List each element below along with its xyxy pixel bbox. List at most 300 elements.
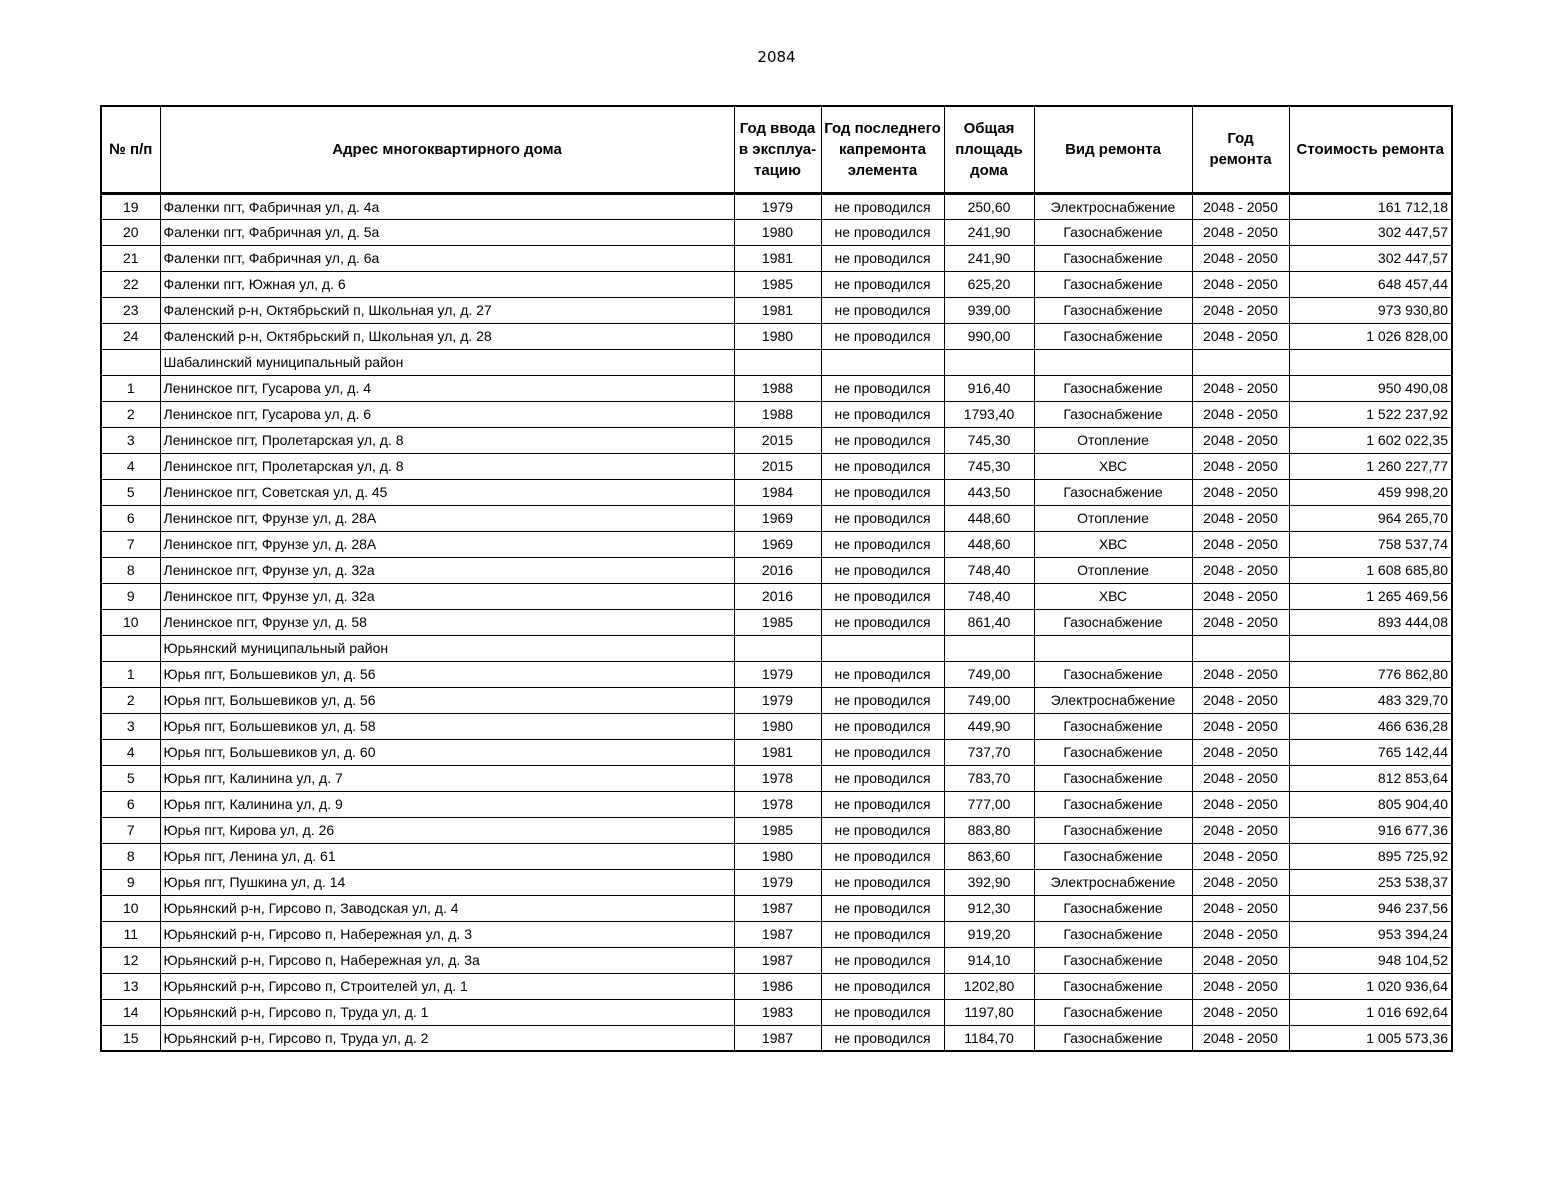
cell-repair-type: Газоснабжение (1034, 1025, 1192, 1051)
cell-year-built: 1987 (734, 947, 821, 973)
cell-area: 241,90 (944, 245, 1034, 271)
cell-num: 9 (101, 869, 160, 895)
cell-year-built: 1980 (734, 219, 821, 245)
cell-last-repair: не проводился (821, 921, 944, 947)
cell-area: 749,00 (944, 687, 1034, 713)
cell-repair-years: 2048 - 2050 (1192, 661, 1289, 687)
cell-num: 7 (101, 531, 160, 557)
cell-num: 15 (101, 1025, 160, 1051)
cell-cost: 916 677,36 (1289, 817, 1452, 843)
cell-last-repair: не проводился (821, 531, 944, 557)
cell-repair-years: 2048 - 2050 (1192, 583, 1289, 609)
cell-cost: 776 862,80 (1289, 661, 1452, 687)
cell-area: 1202,80 (944, 973, 1034, 999)
cell-last-repair: не проводился (821, 739, 944, 765)
cell-repair-years: 2048 - 2050 (1192, 921, 1289, 947)
empty-cell (944, 635, 1034, 661)
cell-address: Ленинское пгт, Фрунзе ул, д. 58 (160, 609, 734, 635)
table-row (101, 271, 1452, 297)
cell-num: 9 (101, 583, 160, 609)
cell-year-built: 1969 (734, 531, 821, 557)
cell-area: 912,30 (944, 895, 1034, 921)
cell-year-built: 1979 (734, 661, 821, 687)
repair-schedule-table (100, 105, 1453, 1052)
page-number: 2084 (757, 48, 796, 66)
cell-repair-type: Газоснабжение (1034, 713, 1192, 739)
cell-address: Ленинское пгт, Фрунзе ул, д. 28А (160, 531, 734, 557)
cell-num: 22 (101, 271, 160, 297)
cell-address: Юрьянский р-н, Гирсово п, Заводская ул, д. 4 (160, 895, 734, 921)
cell-last-repair: не проводился (821, 375, 944, 401)
cell-num: 4 (101, 739, 160, 765)
cell-address: Юрья пгт, Кирова ул, д. 26 (160, 817, 734, 843)
table-row (101, 245, 1452, 271)
cell-repair-years: 2048 - 2050 (1192, 375, 1289, 401)
cell-address: Юрья пгт, Пушкина ул, д. 14 (160, 869, 734, 895)
cell-address: Юрья пгт, Большевиков ул, д. 56 (160, 661, 734, 687)
cell-num: 11 (101, 921, 160, 947)
cell-last-repair: не проводился (821, 245, 944, 271)
cell-repair-type: Электроснабжение (1034, 869, 1192, 895)
cell-cost: 1 026 828,00 (1289, 323, 1452, 349)
table-row (101, 765, 1452, 791)
cell-repair-years: 2048 - 2050 (1192, 687, 1289, 713)
empty-cell (1192, 349, 1289, 375)
table-row (101, 999, 1452, 1025)
empty-cell (821, 635, 944, 661)
cell-repair-type: ХВС (1034, 583, 1192, 609)
cell-num: 5 (101, 765, 160, 791)
cell-repair-years: 2048 - 2050 (1192, 1025, 1289, 1051)
region-title: Юрьянский муниципальный район (160, 635, 734, 661)
cell-repair-type: Газоснабжение (1034, 609, 1192, 635)
cell-cost: 758 537,74 (1289, 531, 1452, 557)
header-cost: Стоимость ремонта (1289, 106, 1452, 193)
cell-repair-type: Газоснабжение (1034, 947, 1192, 973)
table-body (101, 193, 1452, 1051)
table-row (101, 583, 1452, 609)
cell-address: Ленинское пгт, Пролетарская ул, д. 8 (160, 427, 734, 453)
header-num: № п/п (101, 106, 160, 193)
empty-cell (734, 349, 821, 375)
cell-last-repair: не проводился (821, 557, 944, 583)
cell-area: 241,90 (944, 219, 1034, 245)
cell-address: Юрья пгт, Большевиков ул, д. 56 (160, 687, 734, 713)
cell-address: Юрья пгт, Большевиков ул, д. 58 (160, 713, 734, 739)
cell-cost: 1 522 237,92 (1289, 401, 1452, 427)
table-row (101, 869, 1452, 895)
cell-repair-type: Газоснабжение (1034, 791, 1192, 817)
cell-repair-type: Отопление (1034, 505, 1192, 531)
cell-area: 1184,70 (944, 1025, 1034, 1051)
cell-year-built: 1978 (734, 791, 821, 817)
table-row (101, 505, 1452, 531)
header-repair-years: Год ремонта (1192, 106, 1289, 193)
cell-address: Фаленский р-н, Октябрьский п, Школьная ул, д. 27 (160, 297, 734, 323)
cell-year-built: 1978 (734, 765, 821, 791)
cell-cost: 161 712,18 (1289, 193, 1452, 219)
cell-address: Фаленки пгт, Южная ул, д. 6 (160, 271, 734, 297)
cell-area: 443,50 (944, 479, 1034, 505)
header-row (101, 106, 1452, 193)
cell-area: 861,40 (944, 609, 1034, 635)
cell-year-built: 1985 (734, 271, 821, 297)
cell-year-built: 1981 (734, 739, 821, 765)
table-row (101, 973, 1452, 999)
cell-area: 939,00 (944, 297, 1034, 323)
cell-num: 3 (101, 713, 160, 739)
cell-area: 783,70 (944, 765, 1034, 791)
cell-repair-years: 2048 - 2050 (1192, 739, 1289, 765)
cell-repair-type: Электроснабжение (1034, 687, 1192, 713)
cell-cost: 253 538,37 (1289, 869, 1452, 895)
cell-cost: 964 265,70 (1289, 505, 1452, 531)
cell-area: 749,00 (944, 661, 1034, 687)
cell-cost: 805 904,40 (1289, 791, 1452, 817)
cell-repair-type: Газоснабжение (1034, 297, 1192, 323)
table-row (101, 843, 1452, 869)
cell-cost: 946 237,56 (1289, 895, 1452, 921)
empty-cell (1289, 635, 1452, 661)
table-row (101, 687, 1452, 713)
cell-last-repair: не проводился (821, 791, 944, 817)
table-row (101, 921, 1452, 947)
cell-cost: 812 853,64 (1289, 765, 1452, 791)
cell-repair-years: 2048 - 2050 (1192, 765, 1289, 791)
table-row (101, 895, 1452, 921)
cell-cost: 648 457,44 (1289, 271, 1452, 297)
cell-repair-years: 2048 - 2050 (1192, 947, 1289, 973)
cell-repair-type: Газоснабжение (1034, 973, 1192, 999)
cell-repair-type: Газоснабжение (1034, 817, 1192, 843)
cell-repair-type: Газоснабжение (1034, 661, 1192, 687)
cell-repair-type: ХВС (1034, 453, 1192, 479)
cell-last-repair: не проводился (821, 401, 944, 427)
cell-num: 24 (101, 323, 160, 349)
cell-address: Юрьянский р-н, Гирсово п, Труда ул, д. 1 (160, 999, 734, 1025)
table-row (101, 323, 1452, 349)
cell-area: 449,90 (944, 713, 1034, 739)
empty-cell (944, 349, 1034, 375)
cell-repair-type: Газоснабжение (1034, 843, 1192, 869)
cell-num (101, 349, 160, 375)
cell-area: 250,60 (944, 193, 1034, 219)
table-row (101, 297, 1452, 323)
cell-repair-years: 2048 - 2050 (1192, 245, 1289, 271)
cell-last-repair: не проводился (821, 843, 944, 869)
table-row (101, 817, 1452, 843)
cell-repair-type: Газоснабжение (1034, 921, 1192, 947)
empty-cell (821, 349, 944, 375)
cell-cost: 893 444,08 (1289, 609, 1452, 635)
table-row (101, 479, 1452, 505)
cell-year-built: 1980 (734, 323, 821, 349)
cell-repair-years: 2048 - 2050 (1192, 843, 1289, 869)
cell-num: 12 (101, 947, 160, 973)
cell-cost: 1 608 685,80 (1289, 557, 1452, 583)
table-row (101, 661, 1452, 687)
cell-cost: 953 394,24 (1289, 921, 1452, 947)
empty-cell (1034, 349, 1192, 375)
cell-area: 737,70 (944, 739, 1034, 765)
header-area: Общая площадь дома (944, 106, 1034, 193)
cell-last-repair: не проводился (821, 609, 944, 635)
cell-num: 7 (101, 817, 160, 843)
table-row (101, 427, 1452, 453)
cell-repair-type: Газоснабжение (1034, 739, 1192, 765)
table-row (101, 739, 1452, 765)
cell-repair-years: 2048 - 2050 (1192, 453, 1289, 479)
region-header-row (101, 635, 1452, 661)
cell-year-built: 2016 (734, 557, 821, 583)
cell-repair-type: Электроснабжение (1034, 193, 1192, 219)
cell-last-repair: не проводился (821, 661, 944, 687)
cell-repair-type: Газоснабжение (1034, 375, 1192, 401)
cell-year-built: 2015 (734, 453, 821, 479)
cell-repair-type: Газоснабжение (1034, 479, 1192, 505)
table-row (101, 713, 1452, 739)
cell-last-repair: не проводился (821, 1025, 944, 1051)
cell-num: 2 (101, 401, 160, 427)
cell-area: 863,60 (944, 843, 1034, 869)
header-repair-type: Вид ремонта (1034, 106, 1192, 193)
cell-area: 919,20 (944, 921, 1034, 947)
cell-last-repair: не проводился (821, 219, 944, 245)
cell-year-built: 1985 (734, 817, 821, 843)
cell-num: 2 (101, 687, 160, 713)
cell-repair-years: 2048 - 2050 (1192, 479, 1289, 505)
cell-year-built: 1979 (734, 193, 821, 219)
cell-cost: 895 725,92 (1289, 843, 1452, 869)
cell-last-repair: не проводился (821, 765, 944, 791)
cell-repair-years: 2048 - 2050 (1192, 791, 1289, 817)
cell-area: 914,10 (944, 947, 1034, 973)
empty-cell (1192, 635, 1289, 661)
cell-address: Юрья пгт, Большевиков ул, д. 60 (160, 739, 734, 765)
cell-repair-type: Отопление (1034, 557, 1192, 583)
cell-cost: 950 490,08 (1289, 375, 1452, 401)
cell-last-repair: не проводился (821, 193, 944, 219)
cell-address: Юрьянский р-н, Гирсово п, Труда ул, д. 2 (160, 1025, 734, 1051)
cell-address: Фаленки пгт, Фабричная ул, д. 5а (160, 219, 734, 245)
table-row (101, 557, 1452, 583)
cell-address: Фаленки пгт, Фабричная ул, д. 4а (160, 193, 734, 219)
cell-year-built: 1969 (734, 505, 821, 531)
cell-num: 6 (101, 505, 160, 531)
cell-address: Ленинское пгт, Советская ул, д. 45 (160, 479, 734, 505)
cell-repair-years: 2048 - 2050 (1192, 869, 1289, 895)
table-row (101, 947, 1452, 973)
cell-year-built: 1981 (734, 297, 821, 323)
cell-area: 448,60 (944, 531, 1034, 557)
cell-address: Ленинское пгт, Фрунзе ул, д. 28А (160, 505, 734, 531)
cell-year-built: 1979 (734, 687, 821, 713)
cell-year-built: 1985 (734, 609, 821, 635)
table-row (101, 453, 1452, 479)
region-header-row (101, 349, 1452, 375)
cell-cost: 1 020 936,64 (1289, 973, 1452, 999)
cell-last-repair: не проводился (821, 297, 944, 323)
cell-address: Ленинское пгт, Гусарова ул, д. 6 (160, 401, 734, 427)
cell-area: 916,40 (944, 375, 1034, 401)
cell-year-built: 2016 (734, 583, 821, 609)
cell-area: 625,20 (944, 271, 1034, 297)
cell-repair-years: 2048 - 2050 (1192, 531, 1289, 557)
cell-cost: 459 998,20 (1289, 479, 1452, 505)
cell-repair-years: 2048 - 2050 (1192, 973, 1289, 999)
cell-area: 990,00 (944, 323, 1034, 349)
cell-num: 10 (101, 609, 160, 635)
cell-cost: 466 636,28 (1289, 713, 1452, 739)
cell-address: Ленинское пгт, Гусарова ул, д. 4 (160, 375, 734, 401)
cell-year-built: 1980 (734, 843, 821, 869)
cell-area: 745,30 (944, 427, 1034, 453)
cell-repair-years: 2048 - 2050 (1192, 713, 1289, 739)
empty-cell (1034, 635, 1192, 661)
cell-area: 1197,80 (944, 999, 1034, 1025)
cell-repair-years: 2048 - 2050 (1192, 609, 1289, 635)
cell-last-repair: не проводился (821, 323, 944, 349)
cell-area: 448,60 (944, 505, 1034, 531)
cell-repair-type: Газоснабжение (1034, 765, 1192, 791)
cell-repair-type: Газоснабжение (1034, 401, 1192, 427)
cell-cost: 765 142,44 (1289, 739, 1452, 765)
cell-num: 5 (101, 479, 160, 505)
cell-area: 777,00 (944, 791, 1034, 817)
header-year-built: Год ввода в эксплуа-тацию (734, 106, 821, 193)
cell-address: Ленинское пгт, Фрунзе ул, д. 32а (160, 557, 734, 583)
cell-cost: 1 265 469,56 (1289, 583, 1452, 609)
cell-num: 10 (101, 895, 160, 921)
cell-num: 20 (101, 219, 160, 245)
cell-year-built: 1979 (734, 869, 821, 895)
table-row (101, 1025, 1452, 1051)
cell-cost: 1 602 022,35 (1289, 427, 1452, 453)
cell-repair-years: 2048 - 2050 (1192, 401, 1289, 427)
cell-year-built: 1987 (734, 1025, 821, 1051)
cell-address: Юрья пгт, Калинина ул, д. 9 (160, 791, 734, 817)
cell-repair-type: Газоснабжение (1034, 895, 1192, 921)
cell-area: 748,40 (944, 557, 1034, 583)
cell-repair-years: 2048 - 2050 (1192, 427, 1289, 453)
table-row (101, 791, 1452, 817)
cell-last-repair: не проводился (821, 271, 944, 297)
cell-address: Юрья пгт, Калинина ул, д. 7 (160, 765, 734, 791)
cell-num: 8 (101, 557, 160, 583)
cell-cost: 973 930,80 (1289, 297, 1452, 323)
cell-num: 4 (101, 453, 160, 479)
cell-year-built: 2015 (734, 427, 821, 453)
header-last-repair: Год последнего капремонта элемента (821, 106, 944, 193)
cell-repair-years: 2048 - 2050 (1192, 297, 1289, 323)
cell-address: Ленинское пгт, Фрунзе ул, д. 32а (160, 583, 734, 609)
cell-repair-years: 2048 - 2050 (1192, 505, 1289, 531)
cell-num: 3 (101, 427, 160, 453)
cell-year-built: 1981 (734, 245, 821, 271)
cell-cost: 1 016 692,64 (1289, 999, 1452, 1025)
cell-repair-years: 2048 - 2050 (1192, 323, 1289, 349)
cell-repair-type: ХВС (1034, 531, 1192, 557)
cell-repair-years: 2048 - 2050 (1192, 271, 1289, 297)
cell-area: 392,90 (944, 869, 1034, 895)
cell-repair-years: 2048 - 2050 (1192, 895, 1289, 921)
cell-year-built: 1986 (734, 973, 821, 999)
cell-num: 1 (101, 661, 160, 687)
cell-cost: 948 104,52 (1289, 947, 1452, 973)
cell-address: Юрьянский р-н, Гирсово п, Набережная ул, д. 3а (160, 947, 734, 973)
cell-last-repair: не проводился (821, 947, 944, 973)
empty-cell (1289, 349, 1452, 375)
cell-last-repair: не проводился (821, 427, 944, 453)
cell-last-repair: не проводился (821, 453, 944, 479)
cell-cost: 483 329,70 (1289, 687, 1452, 713)
cell-repair-type: Газоснабжение (1034, 323, 1192, 349)
cell-last-repair: не проводился (821, 687, 944, 713)
cell-repair-type: Газоснабжение (1034, 271, 1192, 297)
cell-cost: 1 260 227,77 (1289, 453, 1452, 479)
cell-num: 14 (101, 999, 160, 1025)
cell-repair-years: 2048 - 2050 (1192, 219, 1289, 245)
cell-address: Юрьянский р-н, Гирсово п, Строителей ул, д. 1 (160, 973, 734, 999)
cell-year-built: 1984 (734, 479, 821, 505)
cell-last-repair: не проводился (821, 479, 944, 505)
cell-repair-years: 2048 - 2050 (1192, 999, 1289, 1025)
cell-year-built: 1987 (734, 895, 821, 921)
cell-repair-type: Газоснабжение (1034, 219, 1192, 245)
cell-num: 21 (101, 245, 160, 271)
cell-area: 1793,40 (944, 401, 1034, 427)
cell-cost: 302 447,57 (1289, 219, 1452, 245)
cell-last-repair: не проводился (821, 817, 944, 843)
cell-repair-years: 2048 - 2050 (1192, 817, 1289, 843)
table-row (101, 609, 1452, 635)
cell-num: 1 (101, 375, 160, 401)
cell-num: 13 (101, 973, 160, 999)
table-row (101, 401, 1452, 427)
cell-num: 6 (101, 791, 160, 817)
cell-repair-type: Газоснабжение (1034, 245, 1192, 271)
cell-last-repair: не проводился (821, 505, 944, 531)
cell-repair-type: Газоснабжение (1034, 999, 1192, 1025)
cell-address: Юрья пгт, Ленина ул, д. 61 (160, 843, 734, 869)
cell-address: Ленинское пгт, Пролетарская ул, д. 8 (160, 453, 734, 479)
cell-address: Фаленский р-н, Октябрьский п, Школьная ул, д. 28 (160, 323, 734, 349)
cell-last-repair: не проводился (821, 713, 944, 739)
cell-year-built: 1980 (734, 713, 821, 739)
empty-cell (734, 635, 821, 661)
cell-area: 748,40 (944, 583, 1034, 609)
cell-repair-years: 2048 - 2050 (1192, 193, 1289, 219)
table-row (101, 531, 1452, 557)
cell-last-repair: не проводился (821, 999, 944, 1025)
cell-area: 883,80 (944, 817, 1034, 843)
table-row (101, 375, 1452, 401)
cell-address: Юрьянский р-н, Гирсово п, Набережная ул, д. 3 (160, 921, 734, 947)
table-row (101, 219, 1452, 245)
cell-num: 19 (101, 193, 160, 219)
cell-last-repair: не проводился (821, 583, 944, 609)
cell-area: 745,30 (944, 453, 1034, 479)
cell-last-repair: не проводился (821, 895, 944, 921)
cell-num: 23 (101, 297, 160, 323)
cell-year-built: 1988 (734, 401, 821, 427)
cell-repair-years: 2048 - 2050 (1192, 557, 1289, 583)
cell-year-built: 1988 (734, 375, 821, 401)
cell-last-repair: не проводился (821, 973, 944, 999)
cell-address: Фаленки пгт, Фабричная ул, д. 6а (160, 245, 734, 271)
cell-repair-type: Отопление (1034, 427, 1192, 453)
cell-year-built: 1987 (734, 921, 821, 947)
